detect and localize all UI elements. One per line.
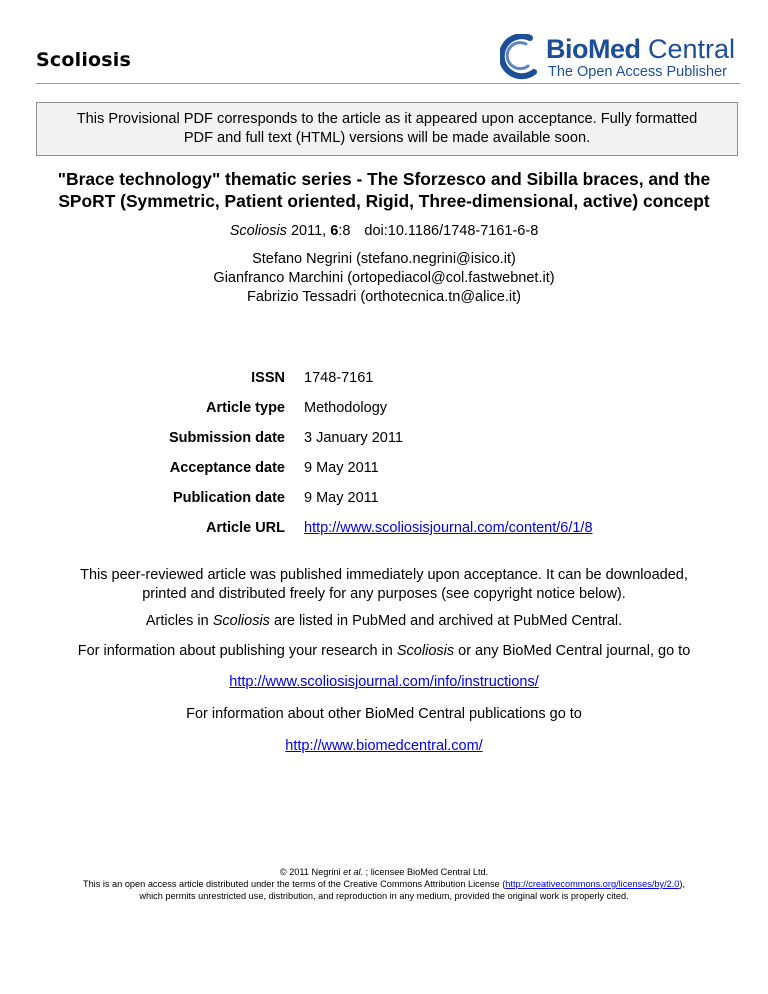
pubmed-statement bbox=[0, 612, 768, 631]
meta-label: Acceptance date bbox=[169, 460, 285, 476]
peer-review-statement bbox=[0, 566, 768, 604]
journal-name: Scoliosis bbox=[36, 49, 132, 71]
biomedcentral-link[interactable]: http://www.biomedcentral.com/ bbox=[285, 738, 483, 754]
publishing-info bbox=[0, 642, 768, 661]
provisional-notice-box bbox=[36, 102, 738, 156]
bmc-link-row bbox=[0, 737, 768, 756]
copyright-line bbox=[0, 866, 768, 878]
instructions-link[interactable]: http://www.scoliosisjournal.com/info/instructions/ bbox=[229, 674, 539, 690]
meta-value: 3 January 2011 bbox=[304, 430, 403, 446]
article-title-line-1: "Brace technology" thematic series - The Sforzesco and Sibilla braces, and the bbox=[57, 169, 711, 189]
license-line-1 bbox=[0, 878, 768, 890]
citation-volume: 6 bbox=[330, 223, 339, 239]
license-link[interactable]: http://creativecommons.org/licenses/by/2.0 bbox=[505, 879, 680, 889]
license-post: ), bbox=[679, 879, 686, 889]
meta-row-submission-date bbox=[0, 430, 768, 450]
meta-row-acceptance-date bbox=[0, 460, 768, 480]
article-title-line-2: SPoRT (Symmetric, Patient oriented, Rigid, Three-dimensional, active) concept bbox=[58, 191, 710, 211]
citation bbox=[0, 223, 768, 239]
publisher-tagline: The Open Access Publisher bbox=[548, 64, 727, 80]
meta-value: 1748-7161 bbox=[304, 370, 374, 386]
author-3: Fabrizio Tessadri (orthotecnica.tn@alice.it) bbox=[247, 289, 521, 305]
meta-label: ISSN bbox=[251, 370, 285, 386]
author-1: Stefano Negrini (stefano.negrini@isico.it) bbox=[252, 251, 516, 267]
info-journal: Scoliosis bbox=[396, 643, 455, 659]
peer-review-line-1: This peer-reviewed article was published immediately upon acceptance. It can be downloaded, bbox=[80, 567, 688, 583]
meta-value: 9 May 2011 bbox=[304, 490, 379, 506]
copyright-etal: et al. bbox=[343, 867, 364, 877]
meta-label: Article type bbox=[206, 400, 285, 416]
peer-review-line-2: printed and distributed freely for any purposes (see copyright notice below). bbox=[142, 586, 626, 602]
citation-issue: :8 bbox=[338, 223, 351, 239]
notice-line-1: This Provisional PDF corresponds to the article as it appeared upon acceptance. Fully formatted bbox=[76, 111, 698, 127]
meta-label: Submission date bbox=[168, 430, 285, 446]
citation-journal: Scoliosis bbox=[229, 223, 287, 239]
meta-value: Methodology bbox=[304, 400, 388, 416]
license-line-2: which permits unrestricted use, distribution, and reproduction in any medium, provided the original work is properly cited. bbox=[139, 891, 629, 901]
article-url-link[interactable]: http://www.scoliosisjournal.com/content/6/1/8 bbox=[304, 520, 593, 536]
notice-line-2: PDF and full text (HTML) versions will be made available soon. bbox=[183, 130, 591, 146]
biomed-central-logo-icon bbox=[500, 34, 542, 80]
license-pre: This is an open access article distributed under the terms of the Creative Commons Attribution License ( bbox=[82, 879, 506, 889]
info-post: or any BioMed Central journal, go to bbox=[454, 643, 691, 659]
meta-value: 9 May 2011 bbox=[304, 460, 379, 476]
biomed-central-logo[interactable] bbox=[500, 33, 740, 83]
meta-label: Publication date bbox=[173, 490, 285, 506]
doi: doi:10.1186/1748-7161-6-8 bbox=[364, 223, 539, 239]
author-list bbox=[0, 250, 768, 307]
author-2: Gianfranco Marchini (ortopediacol@col.fastwebnet.it) bbox=[213, 270, 555, 286]
meta-row-publication-date bbox=[0, 490, 768, 510]
pubmed-post: are listed in PubMed and archived at PubMed Central. bbox=[269, 613, 623, 629]
copyright-pre: © 2011 Negrini bbox=[279, 867, 344, 877]
publisher-brand-2: Central bbox=[648, 34, 736, 64]
pubmed-journal: Scoliosis bbox=[212, 613, 270, 629]
instructions-link-row bbox=[0, 673, 768, 692]
publisher-brand: BioMed bbox=[546, 34, 641, 64]
header-divider bbox=[36, 83, 740, 84]
copyright-post: ; licensee BioMed Central Ltd. bbox=[363, 867, 489, 877]
info-pre: For information about publishing your research in bbox=[77, 643, 397, 659]
publisher-name bbox=[546, 34, 735, 64]
other-publications-info: For information about other BioMed Central publications go to bbox=[186, 706, 582, 722]
article-title bbox=[30, 168, 738, 212]
pubmed-pre: Articles in bbox=[145, 613, 213, 629]
meta-row-article-type bbox=[0, 400, 768, 420]
meta-row-article-url bbox=[0, 520, 768, 540]
meta-row-issn bbox=[0, 370, 768, 390]
meta-label: Article URL bbox=[206, 520, 285, 536]
citation-year: 2011, bbox=[286, 223, 331, 239]
